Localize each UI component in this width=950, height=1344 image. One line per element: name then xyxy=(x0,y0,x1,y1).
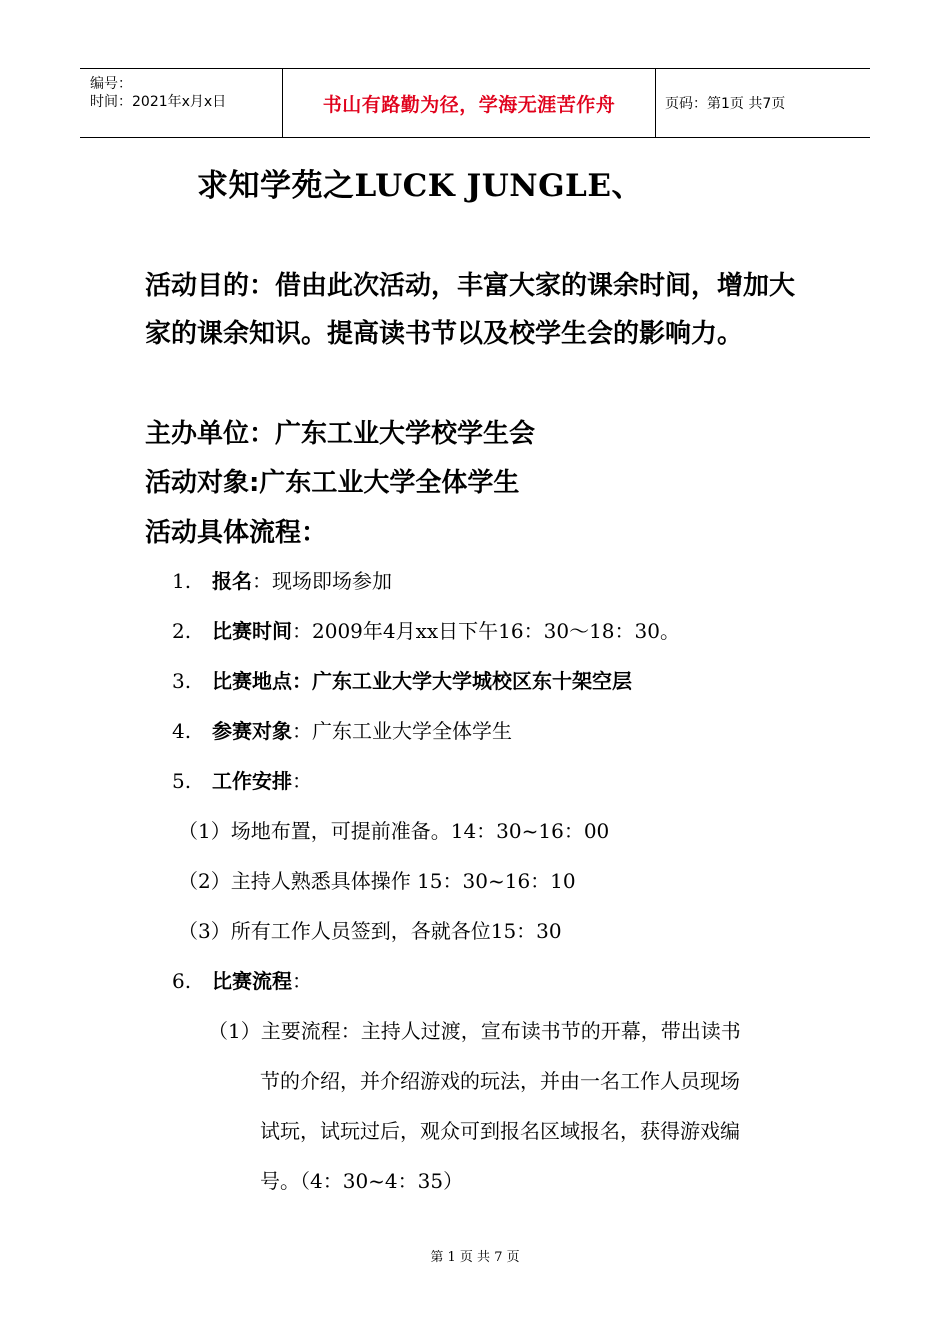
header-page-info: 页码：第1页 共7页 xyxy=(665,96,786,112)
header-meta xyxy=(80,69,282,137)
doc-number-label: 编号： xyxy=(90,76,132,92)
header-motto: 书山有路勤为径，学海无涯苦作舟 xyxy=(322,93,616,116)
header-page-cell xyxy=(655,69,870,137)
list-item: 3. 比赛地点：广东工业大学大学城校区东十架空层 xyxy=(172,669,632,693)
doc-date-label: 时间：2021年x月x日 xyxy=(90,94,227,110)
activity-audience: 活动对象:广东工业大学全体学生 xyxy=(145,468,520,498)
header-motto-cell xyxy=(282,69,656,137)
process-line: 试玩，试玩过后，观众可到报名区域报名，获得游戏编 xyxy=(260,1119,740,1143)
work-item: （2）主持人熟悉具体操作 15：30~16：10 xyxy=(178,869,576,893)
list-item: 4. 参赛对象：广东工业大学全体学生 xyxy=(172,719,512,743)
activity-sponsor: 主办单位：广东工业大学校学生会 xyxy=(145,419,536,449)
list-item: 2. 比赛时间：2009年4月xx日下午16：30～18：30。 xyxy=(172,619,680,643)
process-line: 号。（4：30~4：35） xyxy=(260,1169,464,1193)
list-item: 6. 比赛流程： xyxy=(172,969,312,993)
page-footer: 第 1 页 共 7 页 xyxy=(430,1250,520,1265)
work-item: （3）所有工作人员签到，各就各位15：30 xyxy=(178,919,562,943)
list-item: 5. 工作安排： xyxy=(172,769,312,793)
process-lead: （1）主要流程：主持人过渡，宣布读书节的开幕，带出读书 xyxy=(208,1019,741,1043)
process-line: 节的介绍，并介绍游戏的玩法，并由一名工作人员现场 xyxy=(260,1069,740,1093)
work-item: （1）场地布置，可提前准备。14：30~16：00 xyxy=(178,819,610,843)
header-table xyxy=(80,68,870,138)
list-item: 1. 报名：现场即场参加 xyxy=(172,569,392,593)
process-paragraph xyxy=(208,1006,808,1206)
page-title: 求知学苑之LUCK JUNGLE、 xyxy=(197,168,643,204)
activity-purpose: 活动目的：借由此次活动，丰富大家的课余时间，增加大家的课余知识。提高读书节以及校学生会的影响力。 xyxy=(145,271,796,349)
flow-heading: 活动具体流程： xyxy=(145,518,328,548)
